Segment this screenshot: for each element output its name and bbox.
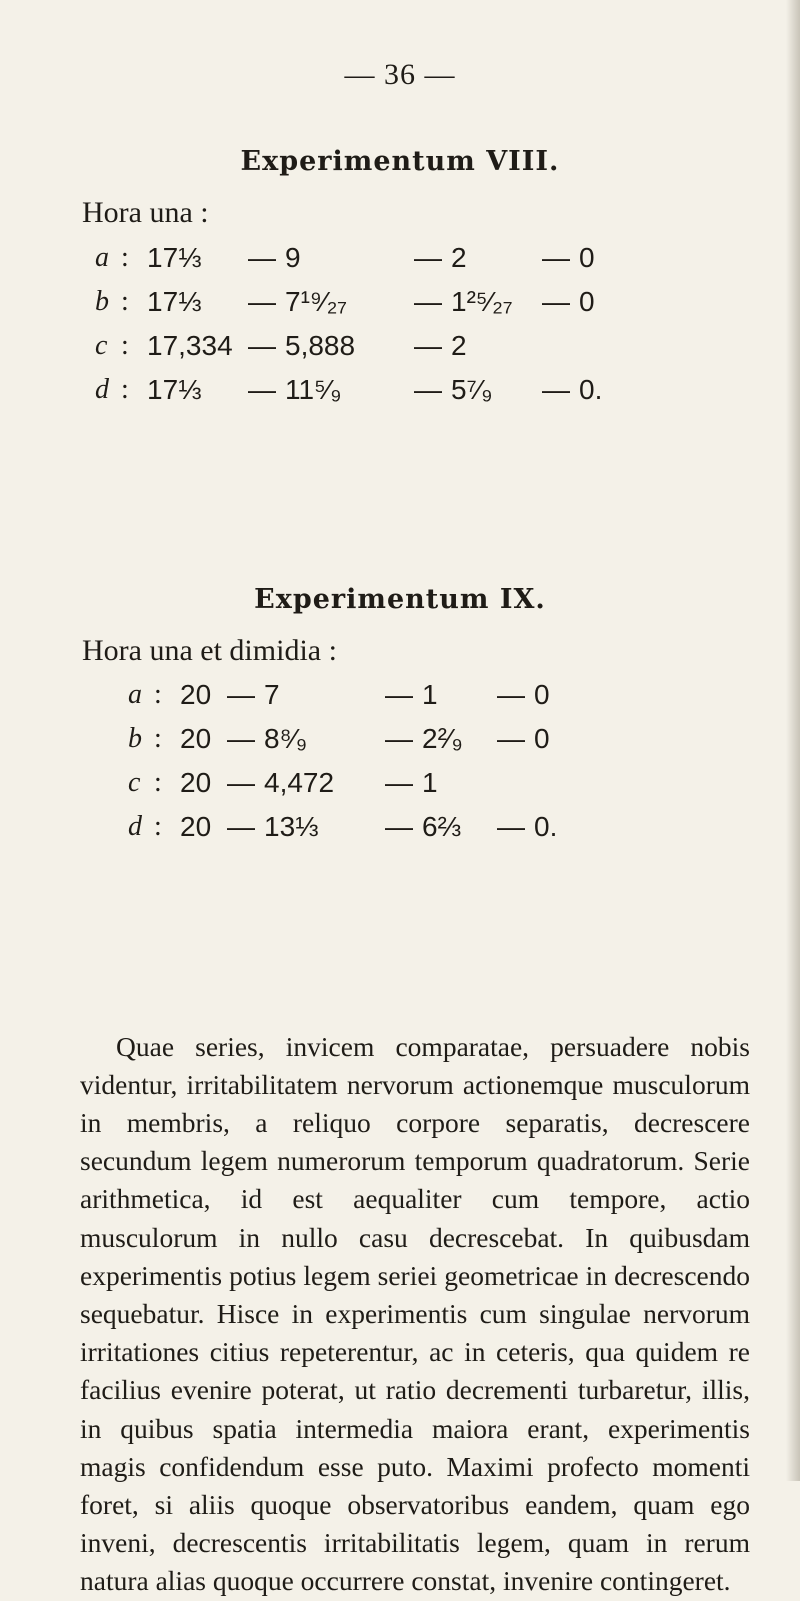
value-cell: 17⅓ (147, 286, 202, 317)
value-cell: 0 (579, 242, 595, 273)
value-cell: 0. (534, 811, 558, 842)
table-row (128, 717, 557, 761)
dash: — (385, 767, 413, 798)
value-cell: 6⅔ (422, 811, 461, 842)
value-cell: 7 (264, 679, 280, 710)
row-label: c (128, 767, 141, 798)
row-label: d (95, 374, 109, 405)
colon: : (154, 679, 162, 710)
colon: : (154, 767, 162, 798)
table-row (95, 236, 602, 280)
colon: : (121, 374, 129, 405)
value-cell: 20 (180, 767, 212, 798)
value-cell: 2 (451, 242, 467, 273)
experiment-9-hora: Hora una et dimidia : (82, 634, 337, 667)
value-cell: 20 (180, 723, 212, 754)
colon: : (121, 242, 129, 273)
dash: — (248, 330, 276, 361)
value-cell: 0. (579, 374, 603, 405)
value-cell: 5⁷⁄₉ (451, 374, 493, 405)
experiment-9-table (128, 673, 557, 849)
value-cell: 1²⁵⁄₂₇ (451, 286, 513, 317)
value-cell: 8⁸⁄₉ (264, 723, 308, 754)
dash: — (248, 242, 276, 273)
value-cell: 5,888 (285, 330, 356, 361)
dash: — (227, 811, 255, 842)
row-label: b (95, 286, 109, 317)
experiment-9-heading: Experimentum IX. (254, 584, 546, 615)
dash: — (414, 330, 442, 361)
dash: — (385, 811, 413, 842)
value-cell (534, 761, 557, 805)
table-row (128, 805, 557, 849)
dash: — (227, 679, 255, 710)
empty-cell (533, 324, 579, 368)
table-row (95, 280, 602, 324)
dash: — (248, 374, 276, 405)
body-paragraph: Quae series, invicem comparatae, persuadere nobis videntur, irritabilitatem nervorum actionemque musculorum in membris, a reliquo corpore separatis, decrescere secundum legem numerorum temporum quadratorum. Serie arithmetica, id est aequaliter cum tempore, actio musculorum in nullo casu decrescebat. In quibusdam experimentis potius legem seriei geometricae in decrescendo sequebatur. Hisce in experimentis cum singulae nervorum irritationes citius repeterentur, ac in ceteris, qua quidem re facilius evenire poterat, ut ratio decrementi turbaretur, illis, in quibus spatia intermedia maiora erant, experimentis magis confidendum esse puto. Maximi profecto momenti foret, si aliis quoque observatoribus eandem, quam ego inveni, decrescentis irritabilitatis legem, quam in rerum natura alias quoque occurrere constat, invenire contingeret. (80, 1030, 750, 1597)
experiment-8-heading: Experimentum VIII. (240, 146, 560, 177)
row-label: b (128, 723, 142, 754)
empty-cell (488, 761, 534, 805)
table-row (95, 324, 602, 368)
dash: — (414, 286, 442, 317)
value-cell: 0 (534, 723, 550, 754)
value-cell: 20 (180, 679, 212, 710)
colon: : (154, 811, 162, 842)
row-label: d (128, 811, 142, 842)
row-label: c (95, 330, 108, 361)
value-cell: 17⅓ (147, 242, 202, 273)
value-cell: 4,472 (264, 767, 335, 798)
colon: : (121, 286, 129, 317)
dash: — (385, 679, 413, 710)
dash: — (227, 723, 255, 754)
dash: — (542, 286, 570, 317)
dash: — (497, 679, 525, 710)
row-label: a (95, 242, 109, 273)
value-cell: 17,334 (147, 330, 233, 361)
value-cell: 0 (534, 679, 550, 710)
dash: — (385, 723, 413, 754)
value-cell (579, 324, 602, 368)
value-cell: 9 (285, 242, 301, 273)
dash: — (414, 374, 442, 405)
value-cell: 2 (451, 330, 467, 361)
value-cell: 13⅓ (264, 811, 319, 842)
value-cell: 7¹⁹⁄₂₇ (285, 286, 348, 317)
dash: — (414, 242, 442, 273)
value-cell: 0 (579, 286, 595, 317)
experiment-8-hora: Hora una : (82, 196, 209, 229)
dash: — (542, 374, 570, 405)
page-edge-shadow (786, 0, 800, 1481)
colon: : (154, 723, 162, 754)
table-row (95, 368, 602, 412)
value-cell: 20 (180, 811, 212, 842)
dash: — (497, 723, 525, 754)
value-cell: 2²⁄₉ (422, 723, 463, 754)
table-row (128, 761, 557, 805)
table-row (128, 673, 557, 717)
row-label: a (128, 679, 142, 710)
dash: — (542, 242, 570, 273)
dash: — (497, 811, 525, 842)
value-cell: 11⁵⁄₉ (285, 374, 342, 405)
experiment-8-table (95, 236, 602, 412)
value-cell: 17⅓ (147, 374, 202, 405)
colon: : (121, 330, 129, 361)
dash: — (227, 767, 255, 798)
value-cell: 1 (422, 767, 438, 798)
value-cell: 1 (422, 679, 438, 710)
dash: — (248, 286, 276, 317)
page-number: — 36 — (344, 58, 456, 91)
